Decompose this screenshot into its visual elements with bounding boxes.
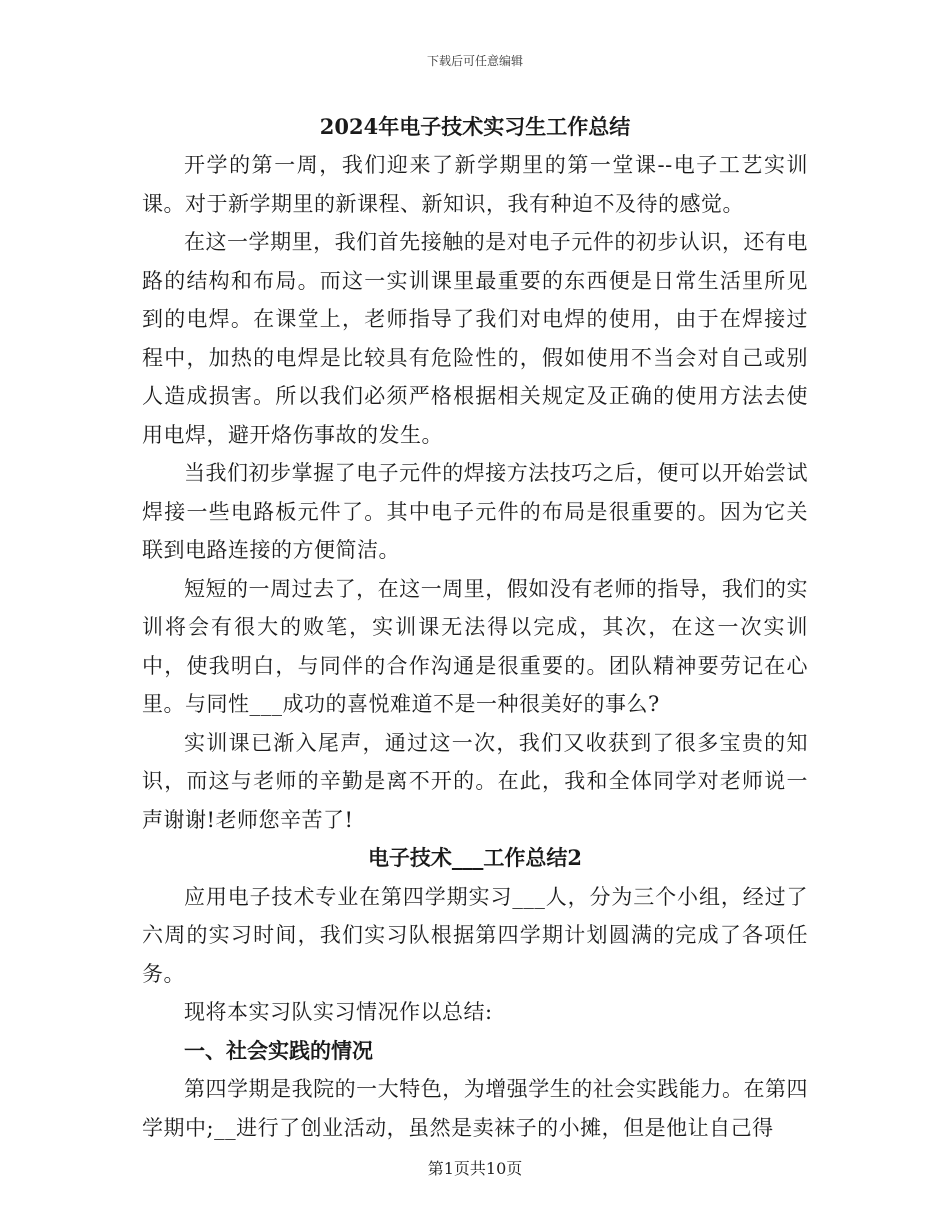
section-heading: 一、社会实践的情况 bbox=[184, 1037, 373, 1063]
page-number: 第1页共10页 bbox=[427, 1159, 523, 1178]
paragraph: 当我们初步掌握了电子元件的焊接方法技巧之后，便可以开始尝试焊接一些电路板元件了。其中电子元件的布局是很重要的。因为它关联到电路连接的方便简洁。 bbox=[142, 461, 808, 562]
section-title: 电子技术___工作总结2 bbox=[367, 845, 583, 870]
paragraph: 开学的第一周，我们迎来了新学期里的第一堂课--电子工艺实训课。对于新学期里的新课程、新知识，我有种迫不及待的感觉。 bbox=[142, 153, 808, 216]
paragraph: 第四学期是我院的一大特色，为增强学生的社会实践能力。在第四学期中;__进行了创业活动，虽然是卖袜子的小摊，但是他让自己得 bbox=[142, 1077, 808, 1140]
paragraph: 现将本实习队实习情况作以总结: bbox=[184, 1000, 493, 1024]
paragraph: 应用电子技术专业在第四学期实习___人，分为三个小组，经过了六周的实习时间，我们实习队根据第四学期计划圆满的完成了各项任务。 bbox=[142, 884, 808, 986]
document-title: 2024年电子技术实习生工作总结 bbox=[319, 114, 631, 139]
paragraph: 短短的一周过去了，在这一周里，假如没有老师的指导，我们的实训将会有很大的败笔，实训课无法得以完成，其次，在这一次实训中，使我明白，与同伴的合作沟通是很重要的。团队精神要劳记在心里。与同性___成功的喜悦难道不是一种很美好的事么? bbox=[142, 576, 808, 716]
paragraph: 在这一学期里，我们首先接触的是对电子元件的初步认识，还有电路的结构和布局。而这一实训课里最重要的东西便是日常生活里所见到的电焊。在课堂上，老师指导了我们对电焊的使用，由于在焊接过程中，加热的电焊是比较具有危险性的，假如使用不当会对自己或别人造成损害。所以我们必须严格根据相关规定及正确的使用方法去使用电焊，避开烙伤事故的发生。 bbox=[142, 230, 808, 447]
paragraph: 实训课已渐入尾声，通过这一次，我们又收获到了很多宝贵的知识，而这与老师的辛勤是离不开的。在此，我和全体同学对老师说一声谢谢!老师您辛苦了! bbox=[142, 730, 808, 832]
header-note: 下载后可任意编辑 bbox=[426, 54, 523, 68]
document-body bbox=[142, 108, 808, 1147]
